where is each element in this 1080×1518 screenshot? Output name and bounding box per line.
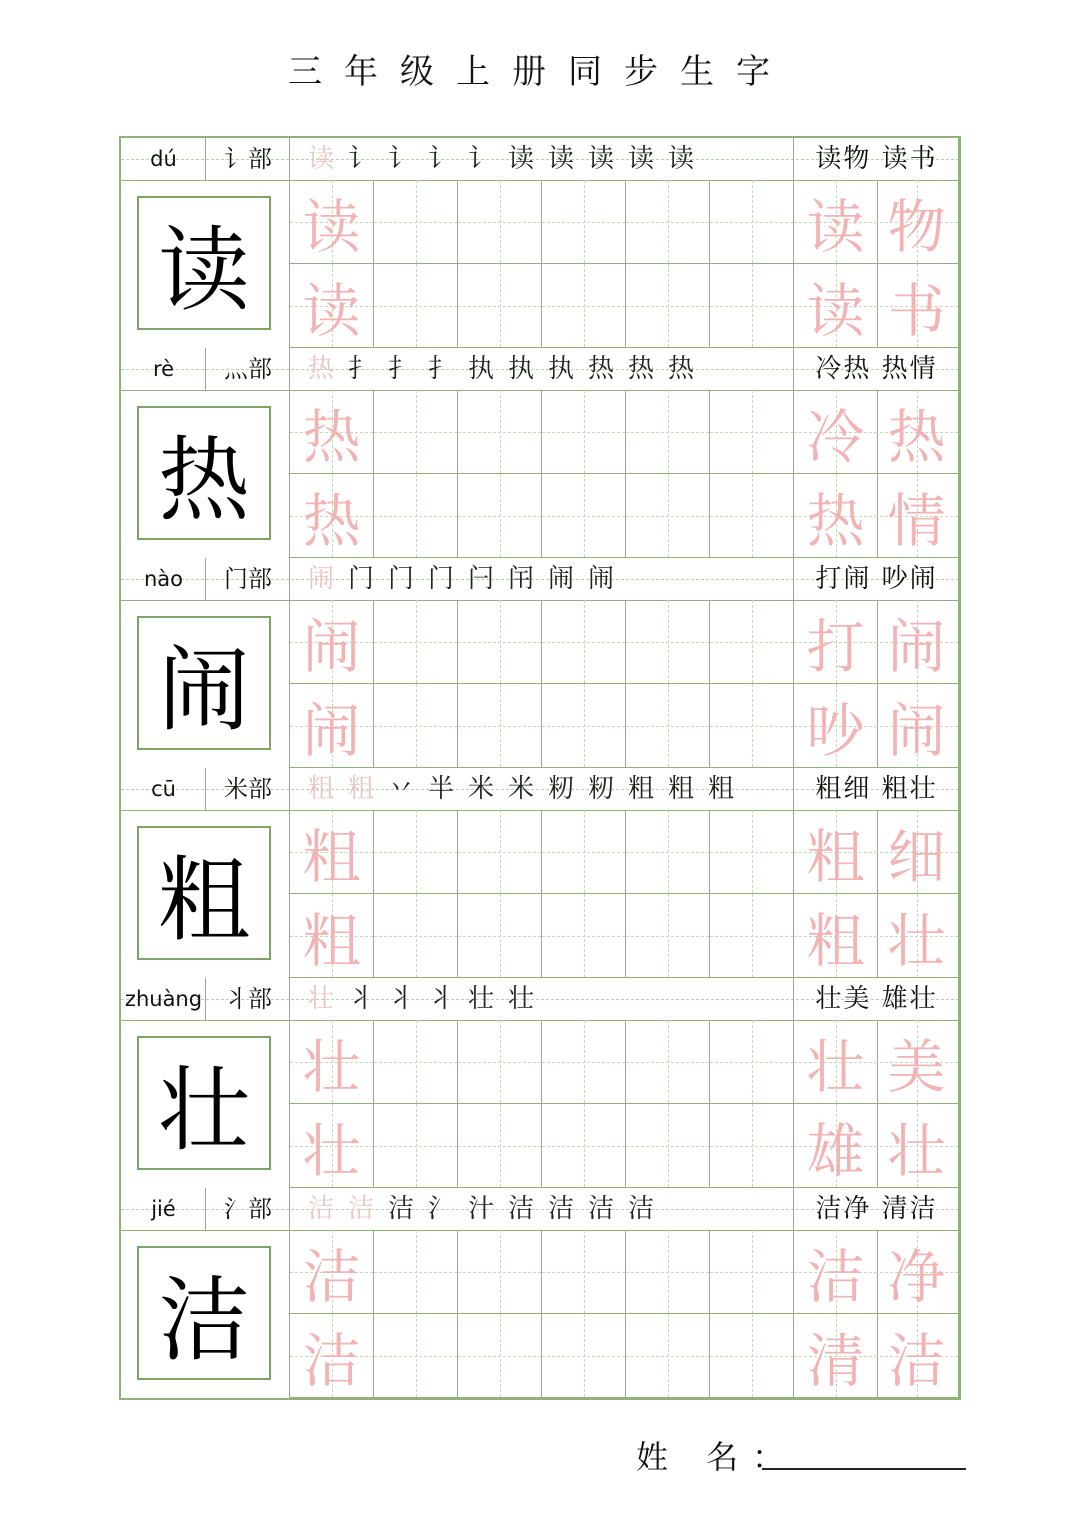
- stroke-step: 执: [507, 354, 536, 384]
- word-square[interactable]: [875, 894, 959, 978]
- stroke-step: 讠: [467, 144, 496, 174]
- page-title: 三年级上册同步生字: [288, 52, 792, 92]
- writing-square[interactable]: [542, 600, 626, 684]
- practice-grid: [290, 600, 959, 768]
- stroke-step: 洁: [347, 1194, 376, 1224]
- character-block: [121, 768, 959, 978]
- stroke-step: 丬: [427, 984, 456, 1014]
- stroke-step: 热: [587, 354, 616, 384]
- trace-character: 壮: [302, 1116, 361, 1185]
- stroke-step: 半: [427, 774, 456, 804]
- stroke-step: 扌: [427, 354, 456, 384]
- writing-square[interactable]: [542, 1314, 626, 1398]
- writing-square[interactable]: [290, 1020, 374, 1104]
- model-character: 粗: [157, 847, 250, 954]
- word-square[interactable]: [794, 600, 878, 684]
- stroke-step: 读: [627, 144, 656, 174]
- word-square[interactable]: [875, 1020, 959, 1104]
- trace-word-character: 清: [806, 1326, 865, 1395]
- stroke-step: 洁: [307, 1194, 336, 1224]
- stroke-step: 洁: [507, 1194, 536, 1224]
- stroke-order: [290, 768, 794, 810]
- block-header: [121, 138, 959, 181]
- stroke-step: 读: [667, 144, 696, 174]
- trace-word-character: 美: [887, 1032, 946, 1101]
- writing-square[interactable]: [290, 1314, 374, 1398]
- radical-label: 灬部: [224, 355, 272, 383]
- stroke-step: 执: [467, 354, 496, 384]
- writing-square[interactable]: [290, 894, 374, 978]
- writing-square[interactable]: [458, 264, 542, 348]
- radical-label: 讠部: [224, 145, 272, 173]
- stroke-step: 热: [667, 354, 696, 384]
- stroke-order: [290, 978, 794, 1020]
- writing-square[interactable]: [710, 1020, 794, 1104]
- writing-square[interactable]: [290, 264, 374, 348]
- worksheet: [119, 136, 961, 1400]
- stroke-step: 读: [307, 144, 336, 174]
- trace-word-character: 洁: [887, 1326, 946, 1395]
- writing-square[interactable]: [458, 684, 542, 768]
- writing-square[interactable]: [374, 894, 458, 978]
- stroke-step: 粗: [707, 774, 736, 804]
- writing-square[interactable]: [542, 684, 626, 768]
- word-square[interactable]: [794, 390, 878, 474]
- writing-square[interactable]: [710, 1314, 794, 1398]
- practice-grid: [290, 1020, 959, 1188]
- vocabulary-words: 壮美 雄壮: [815, 984, 938, 1014]
- stroke-step: 壮: [507, 984, 536, 1014]
- block-header: [121, 558, 959, 601]
- writing-square[interactable]: [710, 684, 794, 768]
- character-block: [121, 1188, 959, 1398]
- trace-word-character: 物: [887, 192, 946, 261]
- pinyin-label: zhuàng: [124, 987, 203, 1011]
- writing-square[interactable]: [542, 180, 626, 264]
- radical-label: 氵部: [224, 1195, 272, 1223]
- stroke-step: 米: [467, 774, 496, 804]
- stroke-step: 门: [347, 564, 376, 594]
- word-square[interactable]: [794, 474, 878, 558]
- trace-word-character: 吵: [806, 696, 865, 765]
- word-square[interactable]: [875, 180, 959, 264]
- word-square[interactable]: [794, 894, 878, 978]
- stroke-order: [290, 348, 794, 390]
- model-character-cell: [121, 600, 290, 768]
- vocabulary-words: 洁净 清洁: [815, 1194, 938, 1224]
- name-label: 姓 名：: [636, 1438, 799, 1476]
- pinyin-label: cū: [151, 777, 176, 801]
- stroke-step: 洁: [587, 1194, 616, 1224]
- writing-square[interactable]: [710, 810, 794, 894]
- stroke-step: 壮: [467, 984, 496, 1014]
- stroke-step: 闹: [307, 564, 336, 594]
- stroke-order: [290, 1188, 794, 1230]
- trace-word-character: 洁: [806, 1242, 865, 1311]
- stroke-step: 氵: [427, 1194, 456, 1224]
- stroke-step: 扌: [387, 354, 416, 384]
- stroke-step: 汁: [467, 1194, 496, 1224]
- stroke-step: 执: [547, 354, 576, 384]
- word-square[interactable]: [875, 684, 959, 768]
- stroke-step: 壮: [307, 984, 336, 1014]
- writing-square[interactable]: [374, 810, 458, 894]
- model-character: 闹: [157, 637, 250, 744]
- stroke-step: 洁: [627, 1194, 656, 1224]
- writing-square[interactable]: [290, 474, 374, 558]
- stroke-step: 热: [307, 354, 336, 384]
- writing-square[interactable]: [458, 600, 542, 684]
- model-character: 读: [157, 217, 250, 324]
- model-character-cell: [121, 390, 290, 558]
- stroke-step: 扌: [347, 354, 376, 384]
- trace-word-character: 雄: [806, 1116, 865, 1185]
- stroke-step: 读: [587, 144, 616, 174]
- radical-label: 米部: [224, 775, 272, 803]
- pinyin-label: jié: [151, 1197, 176, 1221]
- writing-square[interactable]: [710, 1104, 794, 1188]
- word-square[interactable]: [875, 1104, 959, 1188]
- stroke-step: 闩: [467, 564, 496, 594]
- writing-square[interactable]: [458, 894, 542, 978]
- model-character: 壮: [157, 1057, 250, 1164]
- word-square[interactable]: [794, 684, 878, 768]
- model-character-cell: [121, 810, 290, 978]
- trace-word-character: 壮: [806, 1032, 865, 1101]
- writing-square[interactable]: [626, 684, 710, 768]
- word-square[interactable]: [875, 810, 959, 894]
- character-block: [121, 978, 959, 1188]
- writing-square[interactable]: [710, 474, 794, 558]
- word-square[interactable]: [875, 1314, 959, 1398]
- writing-square[interactable]: [710, 264, 794, 348]
- vocabulary-words: 粗细 粗壮: [815, 774, 938, 804]
- writing-square[interactable]: [458, 1230, 542, 1314]
- writing-square[interactable]: [626, 474, 710, 558]
- model-character: 热: [157, 427, 250, 534]
- writing-square[interactable]: [374, 1104, 458, 1188]
- writing-square[interactable]: [626, 180, 710, 264]
- writing-square[interactable]: [542, 474, 626, 558]
- writing-square[interactable]: [458, 1104, 542, 1188]
- writing-square[interactable]: [542, 1020, 626, 1104]
- stroke-step: 粗: [667, 774, 696, 804]
- stroke-step: 粗: [347, 774, 376, 804]
- writing-square[interactable]: [458, 180, 542, 264]
- character-block: [121, 348, 959, 558]
- trace-word-character: 壮: [887, 906, 946, 975]
- writing-square[interactable]: [542, 894, 626, 978]
- trace-word-character: 净: [887, 1242, 946, 1311]
- stroke-step: 籾: [547, 774, 576, 804]
- word-square[interactable]: [875, 600, 959, 684]
- vocabulary-words: 读物 读书: [815, 144, 938, 174]
- radical-label: 丬部: [224, 985, 272, 1013]
- character-block: [121, 558, 959, 768]
- stroke-step: 讠: [387, 144, 416, 174]
- stroke-step: 门: [387, 564, 416, 594]
- word-square[interactable]: [875, 390, 959, 474]
- writing-square[interactable]: [542, 264, 626, 348]
- writing-square[interactable]: [542, 1230, 626, 1314]
- trace-word-character: 热: [806, 486, 865, 555]
- writing-square[interactable]: [710, 600, 794, 684]
- trace-character: 闹: [302, 696, 361, 765]
- stroke-step: 读: [507, 144, 536, 174]
- stroke-step: 米: [507, 774, 536, 804]
- writing-square[interactable]: [290, 684, 374, 768]
- trace-word-character: 情: [887, 486, 946, 555]
- radical-label: 门部: [224, 565, 272, 593]
- writing-square[interactable]: [626, 810, 710, 894]
- writing-square[interactable]: [458, 1020, 542, 1104]
- pinyin-label: nào: [143, 567, 184, 591]
- practice-grid: [290, 180, 959, 348]
- writing-square[interactable]: [290, 180, 374, 264]
- stroke-order: [290, 558, 794, 600]
- word-square[interactable]: [794, 1104, 878, 1188]
- block-header: [121, 1188, 959, 1231]
- stroke-step: 洁: [387, 1194, 416, 1224]
- writing-square[interactable]: [374, 264, 458, 348]
- writing-square[interactable]: [374, 1020, 458, 1104]
- writing-square[interactable]: [374, 474, 458, 558]
- trace-word-character: 粗: [806, 906, 865, 975]
- writing-square[interactable]: [290, 390, 374, 474]
- writing-square[interactable]: [542, 1104, 626, 1188]
- stroke-step: 讠: [347, 144, 376, 174]
- trace-character: 读: [302, 276, 361, 345]
- stroke-step: 闹: [587, 564, 616, 594]
- block-header: [121, 978, 959, 1021]
- word-square[interactable]: [794, 180, 878, 264]
- word-square[interactable]: [875, 264, 959, 348]
- stroke-step: 门: [427, 564, 456, 594]
- writing-square[interactable]: [374, 1314, 458, 1398]
- writing-square[interactable]: [710, 390, 794, 474]
- trace-word-character: 打: [806, 612, 865, 681]
- word-square[interactable]: [875, 1230, 959, 1314]
- writing-square[interactable]: [290, 600, 374, 684]
- trace-word-character: 读: [806, 276, 865, 345]
- stroke-order: [290, 138, 794, 180]
- trace-character: 读: [302, 192, 361, 261]
- writing-square[interactable]: [458, 390, 542, 474]
- practice-grid: [290, 810, 959, 978]
- stroke-step: 丷: [387, 774, 416, 804]
- writing-square[interactable]: [710, 894, 794, 978]
- stroke-step: 闹: [547, 564, 576, 594]
- writing-square[interactable]: [290, 810, 374, 894]
- model-character-cell: [121, 1020, 290, 1188]
- character-block: [121, 138, 959, 348]
- writing-square[interactable]: [374, 1230, 458, 1314]
- writing-square[interactable]: [458, 474, 542, 558]
- word-square[interactable]: [794, 1230, 878, 1314]
- vocabulary-words: 打闹 吵闹: [815, 564, 938, 594]
- writing-square[interactable]: [626, 1104, 710, 1188]
- trace-word-character: 壮: [887, 1116, 946, 1185]
- writing-square[interactable]: [710, 1230, 794, 1314]
- trace-word-character: 读: [806, 192, 865, 261]
- pinyin-label: rè: [152, 357, 175, 381]
- writing-square[interactable]: [290, 1104, 374, 1188]
- trace-word-character: 闹: [887, 696, 946, 765]
- stroke-step: 读: [547, 144, 576, 174]
- writing-square[interactable]: [626, 264, 710, 348]
- word-square[interactable]: [794, 1020, 878, 1104]
- trace-character: 热: [302, 402, 361, 471]
- vocabulary-words: 冷热 热情: [815, 354, 938, 384]
- trace-character: 闹: [302, 612, 361, 681]
- word-square[interactable]: [794, 1314, 878, 1398]
- name-blank-field[interactable]: [762, 1468, 966, 1470]
- trace-character: 壮: [302, 1032, 361, 1101]
- trace-word-character: 细: [887, 822, 946, 891]
- trace-word-character: 冷: [806, 402, 865, 471]
- writing-square[interactable]: [374, 390, 458, 474]
- writing-square[interactable]: [458, 810, 542, 894]
- block-header: [121, 768, 959, 811]
- block-header: [121, 348, 959, 391]
- trace-word-character: 热: [887, 402, 946, 471]
- writing-square[interactable]: [374, 600, 458, 684]
- writing-square[interactable]: [458, 1314, 542, 1398]
- writing-square[interactable]: [626, 600, 710, 684]
- pinyin-label: dú: [150, 147, 177, 171]
- trace-character: 粗: [302, 906, 361, 975]
- stroke-step: 闬: [507, 564, 536, 594]
- stroke-step: 丬: [347, 984, 376, 1014]
- trace-character: 粗: [302, 822, 361, 891]
- writing-square[interactable]: [290, 1230, 374, 1314]
- stroke-step: 热: [627, 354, 656, 384]
- stroke-step: 粗: [627, 774, 656, 804]
- trace-word-character: 粗: [806, 822, 865, 891]
- writing-square[interactable]: [542, 810, 626, 894]
- trace-character: 洁: [302, 1326, 361, 1395]
- word-square[interactable]: [875, 474, 959, 558]
- writing-square[interactable]: [626, 1020, 710, 1104]
- trace-word-character: 闹: [887, 612, 946, 681]
- writing-square[interactable]: [626, 894, 710, 978]
- practice-grid: [290, 1230, 959, 1398]
- model-character-cell: [121, 1230, 290, 1398]
- word-square[interactable]: [794, 810, 878, 894]
- trace-character: 洁: [302, 1242, 361, 1311]
- model-character: 洁: [157, 1267, 250, 1374]
- writing-square[interactable]: [626, 1230, 710, 1314]
- writing-square[interactable]: [374, 684, 458, 768]
- writing-square[interactable]: [626, 390, 710, 474]
- stroke-step: 籾: [587, 774, 616, 804]
- writing-square[interactable]: [710, 180, 794, 264]
- stroke-step: 粗: [307, 774, 336, 804]
- stroke-step: 洁: [547, 1194, 576, 1224]
- practice-grid: [290, 390, 959, 558]
- trace-character: 热: [302, 486, 361, 555]
- stroke-step: 丬: [387, 984, 416, 1014]
- word-square[interactable]: [794, 264, 878, 348]
- writing-square[interactable]: [542, 390, 626, 474]
- writing-square[interactable]: [374, 180, 458, 264]
- model-character-cell: [121, 180, 290, 348]
- stroke-step: 讠: [427, 144, 456, 174]
- trace-word-character: 书: [887, 276, 946, 345]
- writing-square[interactable]: [626, 1314, 710, 1398]
